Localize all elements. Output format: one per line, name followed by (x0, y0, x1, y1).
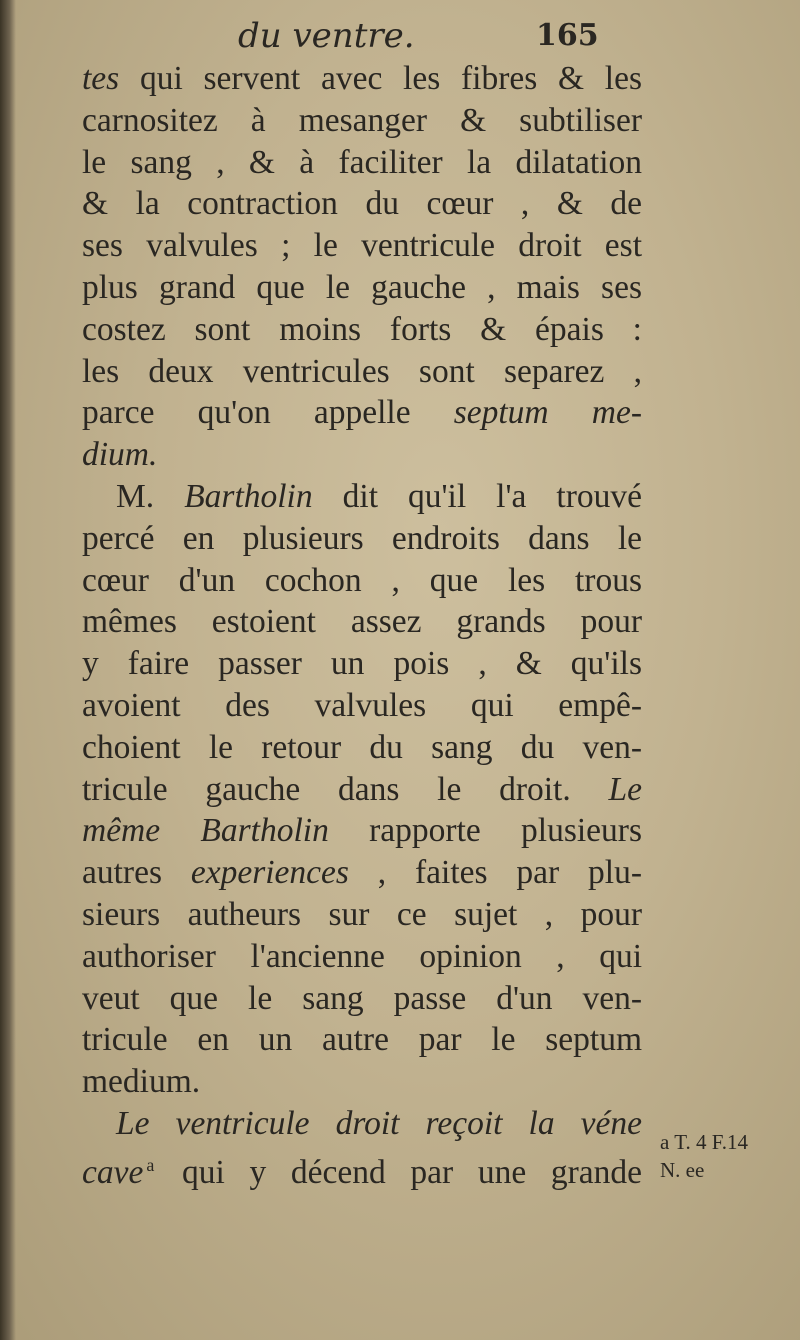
text-line: plus grand que le gauche , mais ses (82, 268, 642, 306)
line-text: qui y décend par une grande (157, 1153, 642, 1191)
body-text (82, 58, 642, 1191)
text-line (82, 769, 642, 811)
line-text: rapporte plusieurs (328, 812, 642, 850)
text-line: dium. (82, 436, 158, 474)
text-line: percé en plusieurs endroits dans le (82, 519, 642, 557)
text-line: y faire passer un pois , & qu'ils (82, 645, 642, 683)
text-line: choient le retour du sang du ven- (82, 728, 642, 766)
text-line: cœur d'un cochon , que les trous (82, 561, 642, 599)
footnote-marker: a (146, 1154, 155, 1175)
text-line (82, 1145, 642, 1191)
page-number: 165 (536, 18, 599, 53)
line-text: dit qu'il l'a trouvé (312, 477, 642, 515)
text-line: les deux ventricules sont separez , (82, 352, 642, 390)
line-text: tricule gauche dans le droit. (82, 770, 609, 808)
line-text: qui servent avec les fibres & les (119, 60, 642, 97)
line-text: autres (82, 854, 191, 892)
text-line: medium. (82, 1063, 201, 1101)
text-line (82, 852, 642, 894)
italic-word: Bartholin (184, 477, 313, 515)
text-line: costez sont moins forts & épais : (82, 310, 642, 348)
text-line (82, 810, 642, 852)
line-text: parce qu'on appelle (82, 394, 454, 432)
line-text: , faites par plu- (348, 854, 642, 892)
page-gutter-shadow (0, 0, 16, 1340)
italic-word: experiences (190, 854, 349, 892)
text-line: veut que le sang passe d'un ven- (82, 979, 642, 1017)
margin-note (660, 1128, 800, 1184)
text-line: le sang , & à faciliter la dilatation (82, 143, 642, 181)
margin-note-line: a T. 4 F.14 (660, 1130, 748, 1154)
text-line: authoriser l'ancienne opinion , qui (82, 937, 642, 975)
running-title: du ventre. (238, 16, 415, 56)
italic-word: même Bartholin (82, 812, 329, 850)
italic-word: septum me- (453, 394, 642, 432)
italic-word: Le (608, 770, 642, 808)
text-line: sieurs autheurs sur ce sujet , pour (82, 895, 642, 933)
text-line: ses valvules ; le ventricule droit est (82, 227, 642, 265)
margin-note-line: N. ee (660, 1158, 705, 1182)
text-line: & la contraction du cœur , & de (82, 185, 642, 223)
line-text: M. (116, 477, 185, 515)
italic-word: cave (82, 1153, 144, 1191)
text-line (82, 392, 642, 434)
text-line (82, 58, 642, 100)
text-line: carnositez à mesanger & subtiliser (82, 101, 642, 139)
text-line: tricule en un autre par le septum (82, 1021, 642, 1059)
text-line: mêmes estoient assez grands pour (82, 603, 642, 641)
text-line (82, 476, 642, 518)
text-line: avoient des valvules qui empê- (82, 686, 642, 724)
text-line: Le ventricule droit reçoit la véne (116, 1104, 642, 1142)
page-header (0, 12, 800, 62)
italic-word: tes (82, 60, 120, 97)
